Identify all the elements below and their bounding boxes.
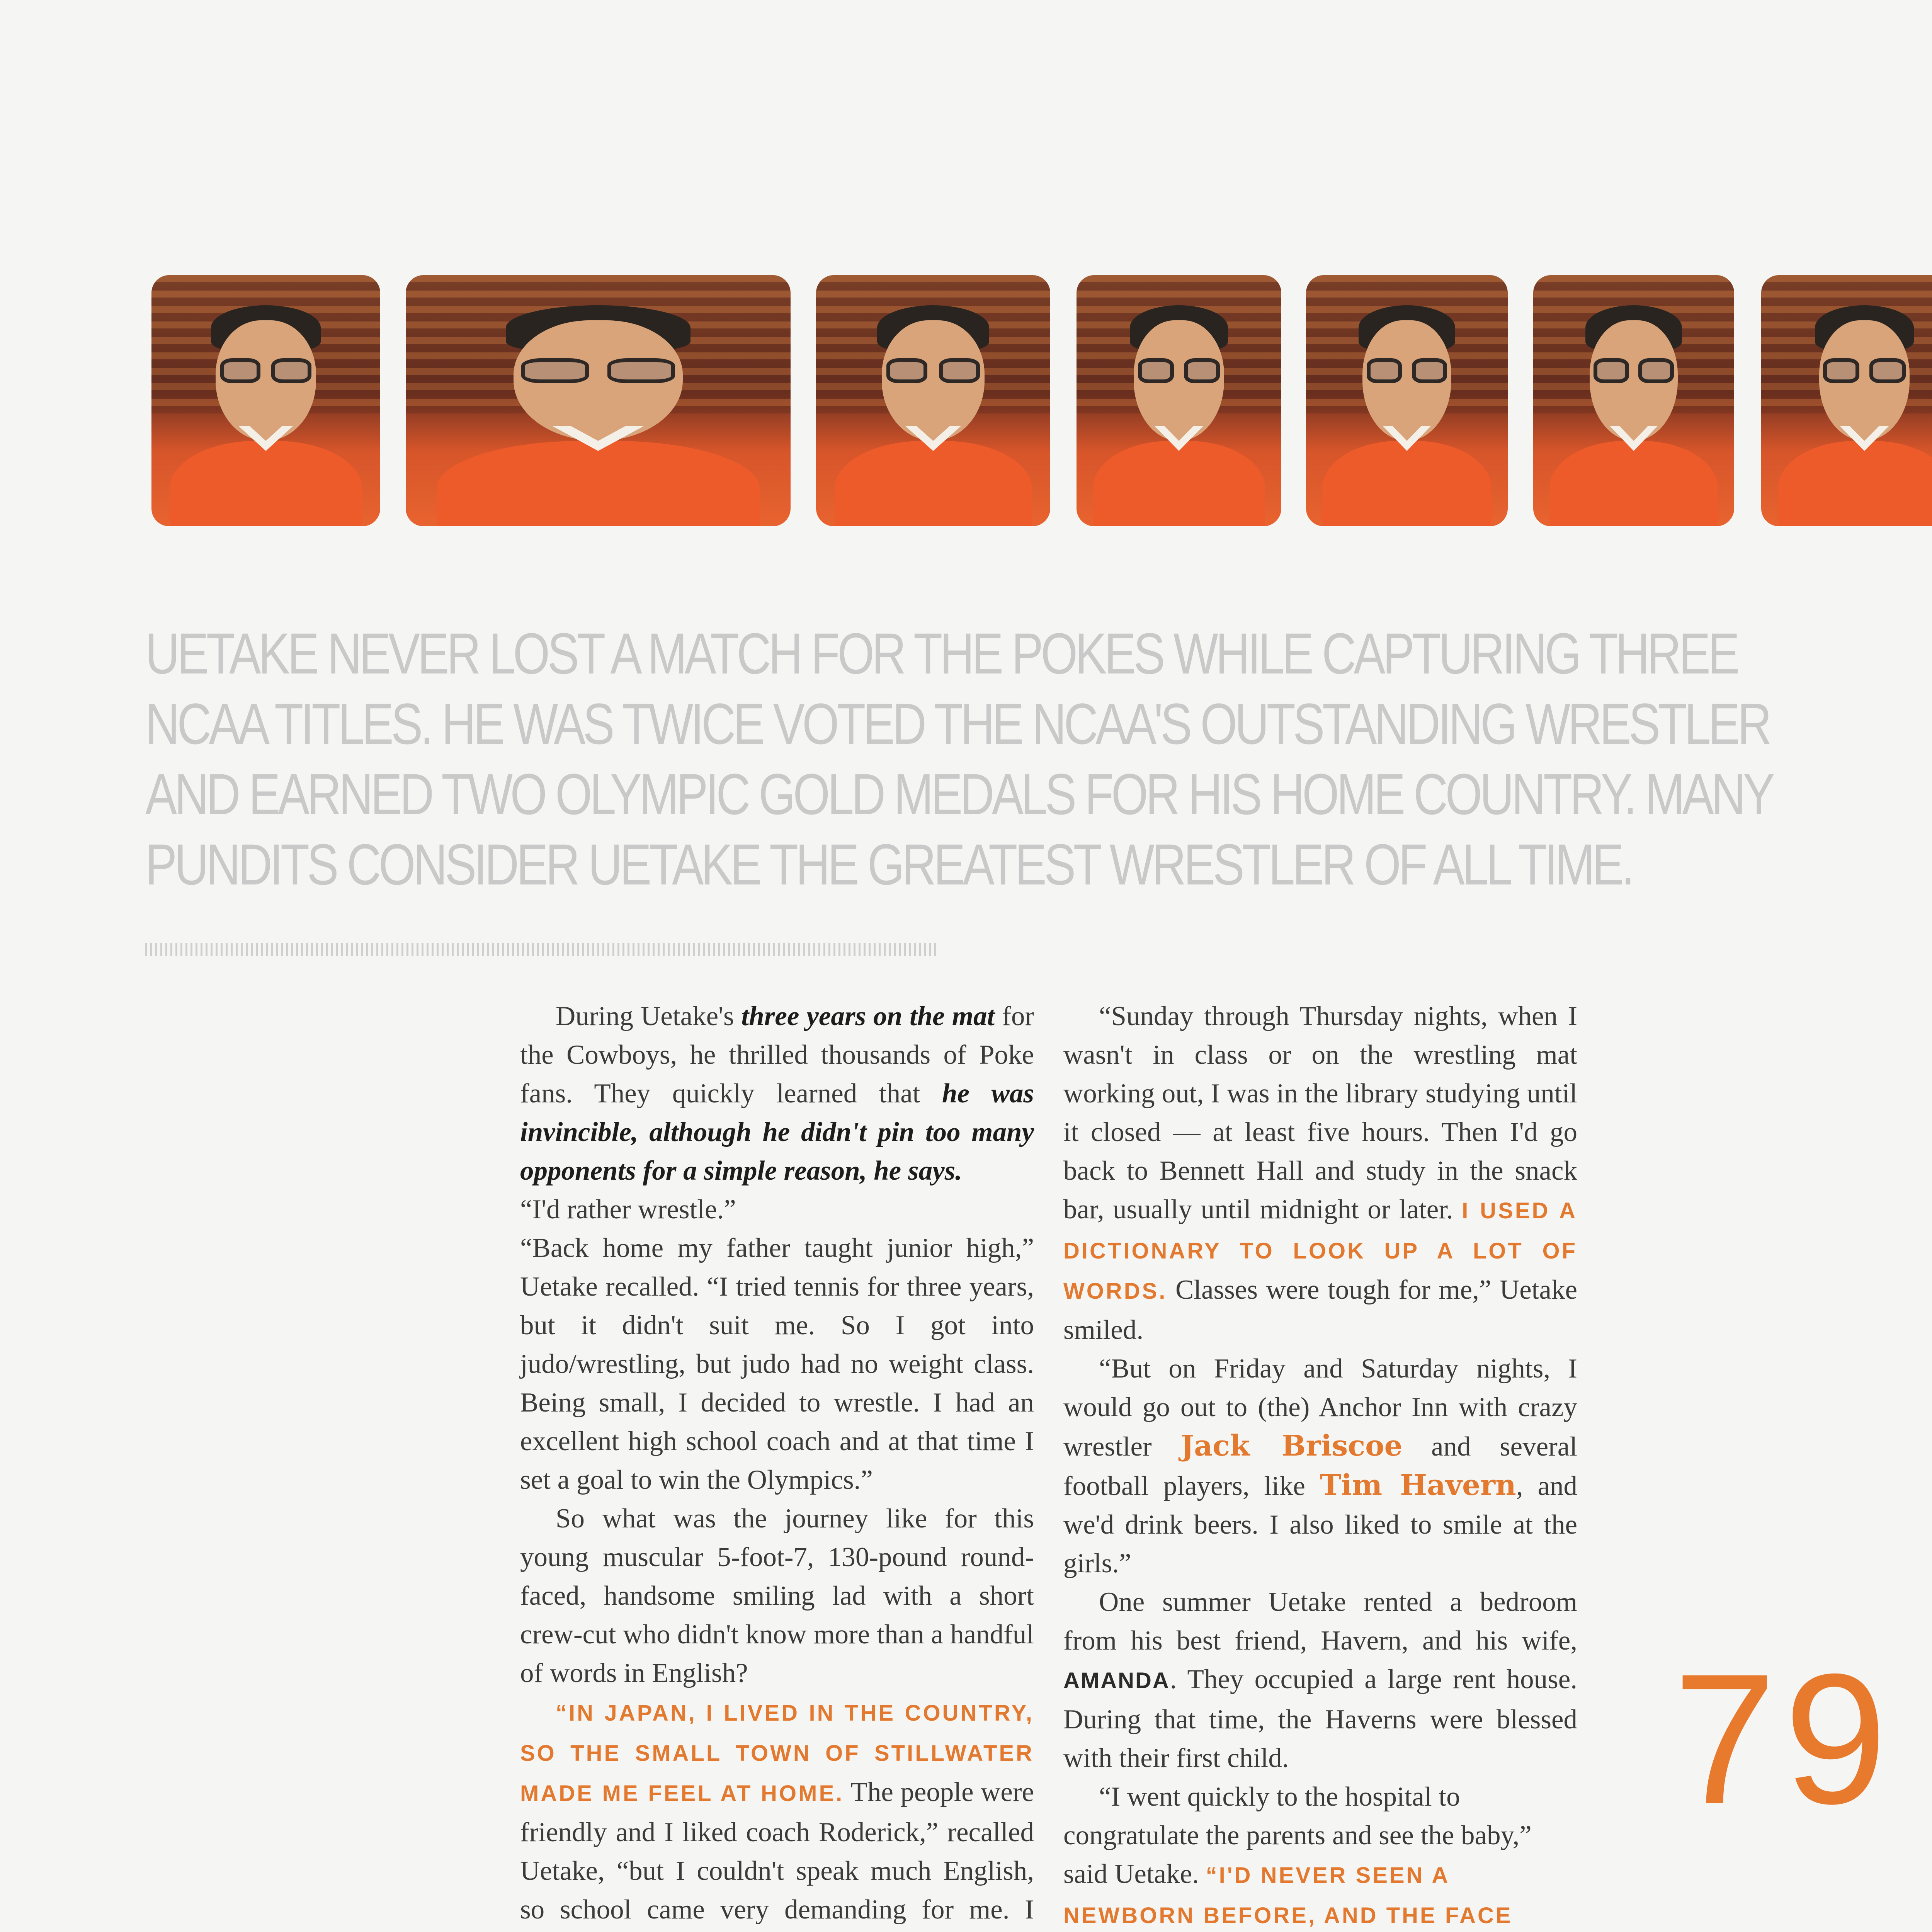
highlight-name: AMANDA bbox=[1063, 1668, 1170, 1693]
article-column-right bbox=[1063, 997, 1577, 1932]
paragraph: “But on Friday and Saturday nights, I would go out to (the) Anchor Inn with crazy wrestler Jack Briscoe and several football players, like Tim Havern, and we'd drink beers. I also liked to smile at the girls.” bbox=[1063, 1354, 1578, 1578]
highlight-name: Jack Briscoe bbox=[1180, 1429, 1403, 1463]
highlight-quote: I USED A DICTIONARY TO LOOK UP A LOT OF WORDS. bbox=[1063, 1198, 1577, 1304]
paragraph: “I went quickly to the hospital to congratulate the parents and see the baby,” said Uetake. “I'D NEVER SEEN A NEWBORN BEFORE, AND THE FACE bbox=[1063, 1777, 1577, 1932]
paragraph: So what was the journey like for this young muscular 5-foot-7, 130-pound round-faced, handsome smiling lad with a short crew-cut who didn't know more than a handful of words in English? bbox=[520, 1503, 1034, 1688]
photo-portrait-1 bbox=[151, 275, 380, 526]
photo-portrait-2 bbox=[406, 275, 791, 526]
highlight-quote: “I'D NEVER SEEN A NEWBORN BEFORE, AND THE FACE bbox=[1063, 1863, 1513, 1928]
emphasis: he was invincible, although he didn't pin too many opponents for a simple reason, he says. bbox=[520, 1078, 1034, 1186]
paragraph: One summer Uetake rented a bedroom from his best friend, Havern, and his wife, AMANDA. They occupied a large rent house. During that time, the Haverns were blessed with their first child. bbox=[1063, 1587, 1577, 1773]
page-number: 79 bbox=[1673, 1635, 1895, 1842]
photo-portrait-3 bbox=[816, 275, 1050, 526]
highlight-quote: “IN JAPAN, I LIVED IN THE COUNTRY, SO THE SMALL TOWN OF STILLWATER MADE ME FEEL AT HOME. bbox=[520, 1701, 1034, 1806]
pull-quote-line: UETAKE NEVER LOST A MATCH FOR THE POKES WHILE CAPTURING THREE bbox=[145, 621, 1737, 686]
article-column-left bbox=[520, 997, 1034, 1932]
photo-portrait-6 bbox=[1533, 275, 1734, 526]
emphasis: three years on the mat bbox=[741, 1001, 995, 1031]
pull-quote-line: AND EARNED TWO OLYMPIC GOLD MEDALS FOR HIS HOME COUNTRY. MANY bbox=[145, 762, 1772, 827]
paragraph: “IN JAPAN, I LIVED IN THE COUNTRY, SO THE SMALL TOWN OF STILLWATER MADE ME FEEL AT HOME. The people were friendly and I liked coach Roderick,” recalled Uetake, “but I couldn't speak much English, so school came very demanding for me. I bbox=[520, 1701, 1034, 1925]
pull-quote-line: NCAA TITLES. HE WAS TWICE VOTED THE NCAA'S OUTSTANDING WRESTLER bbox=[145, 691, 1769, 756]
pull-quote bbox=[145, 618, 1772, 900]
dotted-divider bbox=[145, 943, 937, 956]
photo-portrait-7 bbox=[1761, 275, 1932, 526]
photo-portrait-4 bbox=[1077, 275, 1281, 526]
pull-quote-line: PUNDITS CONSIDER UETAKE THE GREATEST WRESTLER OF ALL TIME. bbox=[145, 832, 1632, 897]
paragraph: “I'd rather wrestle.” bbox=[520, 1194, 736, 1225]
paragraph: During Uetake's three years on the mat for the Cowboys, he thrilled thousands of Poke fans. They quickly learned that he was invincible, although he didn't pin too many opponents for a simple reason, he says. bbox=[520, 1001, 1034, 1186]
paragraph: “Back home my father taught junior high,” Uetake recalled. “I tried tennis for three years, but it didn't suit me. So I got into judo/wrestling, but judo had no weight class. Being small, I decided to wrestle. I had an excellent high school coach and at that time I set a goal to win the Olympics.” bbox=[520, 1233, 1034, 1495]
paragraph: “Sunday through Thursday nights, when I wasn't in class or on the wrestling mat working out, I was in the library studying until it closed — at least five hours. Then I'd go back to Bennett Hall and study in the snack bar, usually until midnight or later. I USED A DICTIONARY TO LOOK UP A LOT OF WORDS. Classes were tough for me,” Uetake smiled. bbox=[1063, 1001, 1577, 1345]
photo-portrait-5 bbox=[1306, 275, 1508, 526]
highlight-name: Tim Havern bbox=[1320, 1469, 1516, 1502]
